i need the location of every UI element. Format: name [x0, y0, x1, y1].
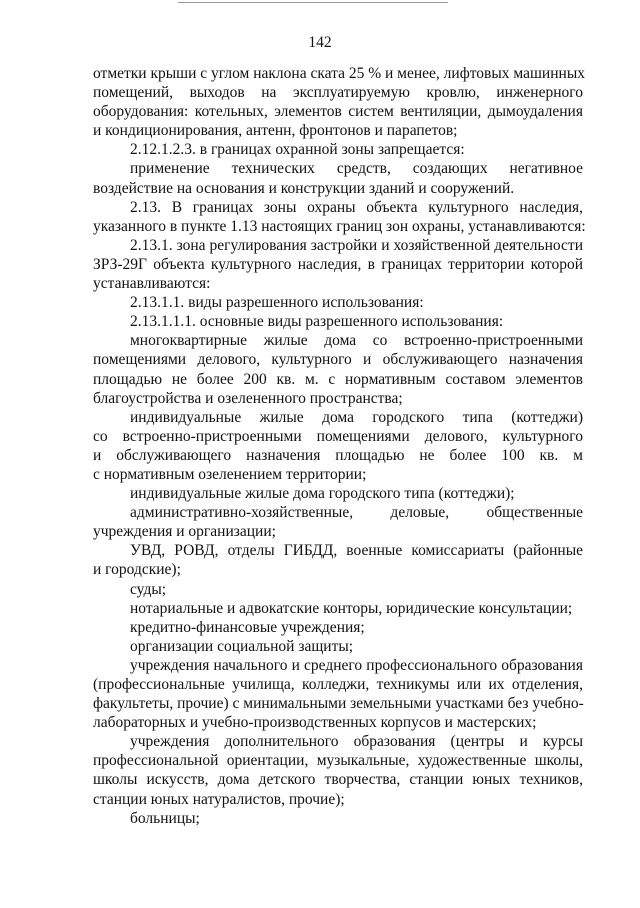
text-line: лабораторных и учебно-производственных корпусов и мастерских; [93, 714, 537, 732]
body-text [93, 64, 586, 828]
text-line: и кондиционирования, антенн, фронтонов и парапетов; [93, 122, 458, 140]
text-line: административно-хозяйственные, деловые, общественные [130, 504, 583, 522]
text-line: школы искусств, дома детского творчества, станции юных техников, [93, 771, 583, 789]
text-line: организации социальной защиты; [130, 637, 354, 655]
text-line: многоквартирные жилые дома со встроенно-пристроенными [130, 332, 583, 350]
text-line: воздействие на основания и конструкции зданий и сооружений. [93, 179, 515, 197]
text-line: индивидуальные жилые дома городского типа (коттеджи); [130, 485, 515, 503]
text-line: 2.13. В границах зоны охраны объекта культурного наследия, [130, 198, 583, 216]
top-edge-rule [178, 2, 448, 3]
text-line: устанавливаются: [93, 275, 211, 293]
text-line: нотариальные и адвокатские конторы, юридические консультации; [130, 599, 573, 617]
text-line: площадью не более 200 кв. м. с нормативным составом элементов [93, 370, 583, 388]
text-line: оборудования: котельных, элементов систем вентиляции, дымоудаления [93, 103, 583, 121]
text-line: (профессиональные училища, колледжи, техникумы или их отделения, [93, 676, 583, 693]
text-line: 2.12.1.2.3. в границах охранной зоны запрещается: [130, 141, 465, 159]
text-line: суды; [130, 580, 167, 598]
text-line: ЗРЗ-29Г объекта культурного наследия, в границах территории которой [93, 255, 583, 273]
text-line: со встроенно-пристроенными помещениями делового, культурного [93, 427, 583, 445]
text-line: станции юных натуралистов, прочие); [93, 790, 345, 808]
text-line: благоустройства и озелененного пространства; [93, 389, 403, 407]
text-line: учреждения дополнительного образования (центры и курсы [130, 733, 583, 751]
text-line: факультеты, прочие) с минимальными земельными участками без учебно- [93, 695, 584, 713]
text-line: отметки крыши с углом наклона ската 25 % и менее, лифтовых машинных [93, 65, 585, 82]
text-line: учреждения начального и среднего профессионального образования [130, 656, 583, 674]
text-line: помещений, выходов на эксплуатируемую кровлю, инженерного [93, 84, 583, 102]
text-line: с нормативным озеленением территории; [93, 465, 367, 483]
text-line: указанного в пункте 1.13 настоящих границ зон охраны, устанавливаются: [93, 217, 586, 235]
text-line: учреждения и организации; [93, 523, 276, 541]
text-line: УВД, РОВД, отделы ГИБДД, военные комиссариаты (районные [130, 542, 583, 560]
text-line: индивидуальные жилые дома городского типа (коттеджи) [130, 408, 583, 426]
text-line: профессиональной ориентации, музыкальные, художественные школы, [93, 752, 583, 770]
text-line: 2.13.1. зона регулирования застройки и хозяйственной деятельности [130, 236, 583, 254]
text-line: и городские); [93, 561, 181, 579]
text-line: кредитно-финансовые учреждения; [130, 618, 365, 636]
text-line: больницы; [130, 809, 200, 827]
text-line: и обслуживающего назначения площадью не более 100 кв. м [93, 446, 583, 464]
text-line: 2.13.1.1. виды разрешенного использования: [130, 294, 424, 312]
text-line: применение технических средств, создающих негативное [130, 160, 583, 178]
text-line: помещениями делового, культурного и обслуживающего назначения [93, 351, 583, 369]
page-number: 142 [308, 34, 332, 51]
text-line: 2.13.1.1.1. основные виды разрешенного использования: [130, 313, 504, 331]
